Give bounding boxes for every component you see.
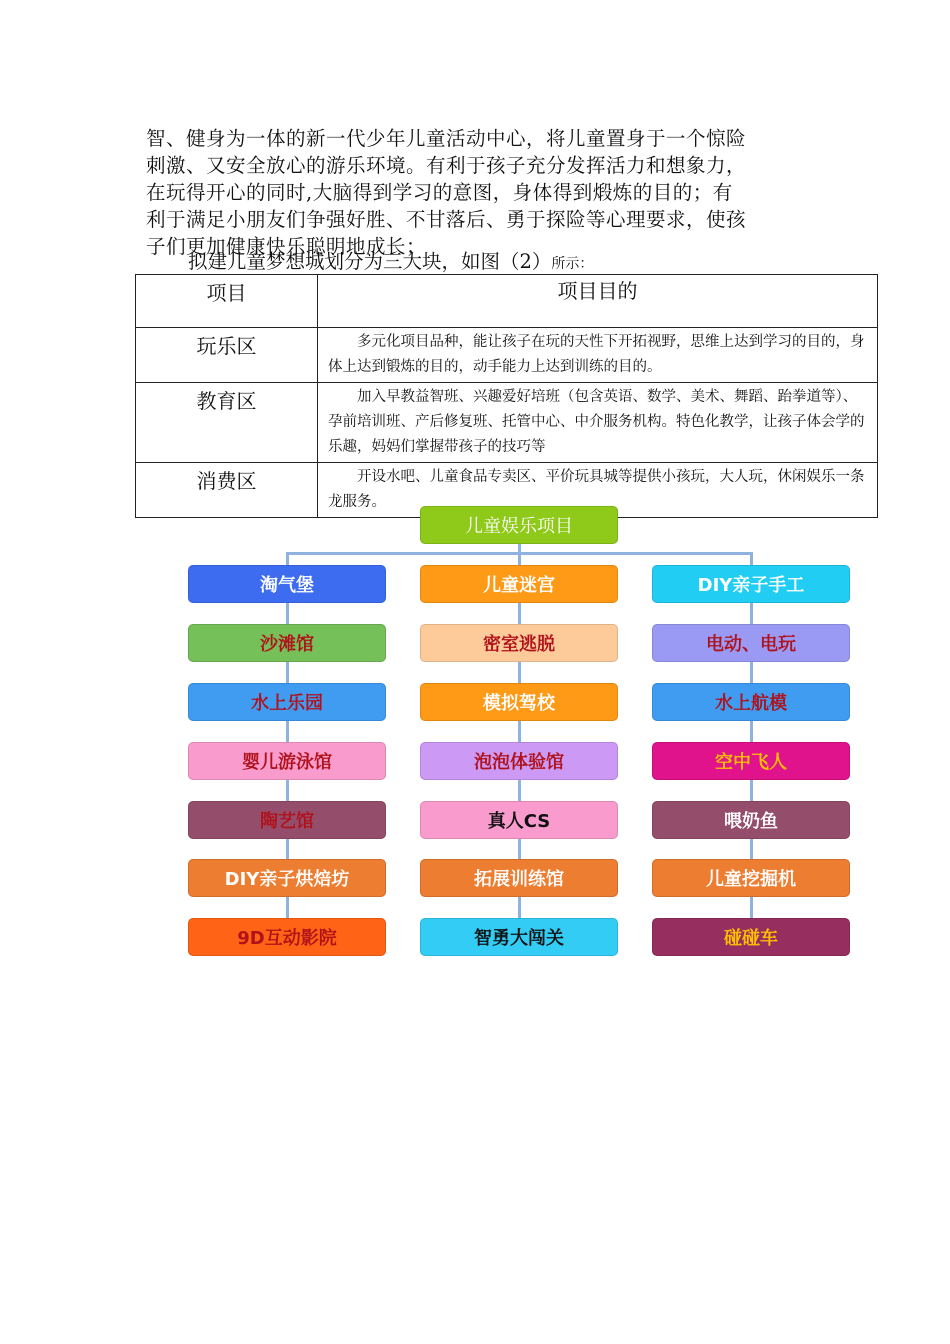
row-name: 玩乐区 — [136, 328, 318, 383]
paragraph-line: 刺激、又安全放心的游乐环境。有利于孩子充分发挥活力和想象力， — [146, 154, 747, 177]
org-node: DIY亲子手工 — [652, 565, 850, 603]
org-node: 儿童迷宫 — [420, 565, 618, 603]
intro-text: 拟建儿童梦想城划分为三大块，如图（2） — [188, 250, 552, 273]
row-desc: 加入早教益智班、兴趣爱好培班（包含英语、数学、美术、舞蹈、跆拳道等）、孕前培训班、产后修复班、托管中心、中介服务机构。特色化教学，让孩子体会学的乐趣，妈妈们掌握带孩子的技巧等 — [318, 383, 878, 463]
org-node: 电动、电玩 — [652, 624, 850, 662]
org-node: 泡泡体验馆 — [420, 742, 618, 780]
org-node: 密室逃脱 — [420, 624, 618, 662]
header-project: 项目 — [136, 275, 318, 328]
row-name: 消费区 — [136, 463, 318, 518]
org-node: 碰碰车 — [652, 918, 850, 956]
paragraph-line: 智、健身为一体的新一代少年儿童活动中心，将儿童置身于一个惊险 — [146, 127, 747, 150]
org-node: 拓展训练馆 — [420, 859, 618, 897]
org-node: 水上乐园 — [188, 683, 386, 721]
intro-suffix: 所示： — [551, 256, 594, 272]
paragraph-line: 在玩得开心的同时,大脑得到学习的意图，身体得到煅炼的目的；有 — [146, 181, 733, 204]
org-node: 水上航模 — [652, 683, 850, 721]
org-node: 喂奶鱼 — [652, 801, 850, 839]
org-node: DIY亲子烘焙坊 — [188, 859, 386, 897]
org-node: 智勇大闯关 — [420, 918, 618, 956]
paragraph-line: 子们更加健康快乐聪明地成长； — [146, 235, 427, 258]
org-node: 陶艺馆 — [188, 801, 386, 839]
paragraph-line: 利于满足小朋友们争强好胜、不甘落后、勇于探险等心理要求，使孩 — [146, 208, 747, 231]
org-node: 真人CS — [420, 801, 618, 839]
row-desc: 多元化项目品种，能让孩子在玩的天性下开拓视野，思维上达到学习的目的，身体上达到锻炼的目的，动手能力上达到训练的目的。 — [318, 328, 878, 383]
org-node: 空中飞人 — [652, 742, 850, 780]
root-node: 儿童娱乐项目 — [420, 506, 618, 544]
row-name: 教育区 — [136, 383, 318, 463]
org-node: 儿童挖掘机 — [652, 859, 850, 897]
org-node: 9D互动影院 — [188, 918, 386, 956]
org-node: 沙滩馆 — [188, 624, 386, 662]
org-node: 模拟驾校 — [420, 683, 618, 721]
org-node: 婴儿游泳馆 — [188, 742, 386, 780]
row-desc: 开设水吧、儿童食品专卖区、平价玩具城等提供小孩玩，大人玩，休闲娱乐一条龙服务。 — [318, 463, 878, 518]
org-node: 淘气堡 — [188, 565, 386, 603]
header-purpose: 项目目的 — [318, 275, 878, 328]
